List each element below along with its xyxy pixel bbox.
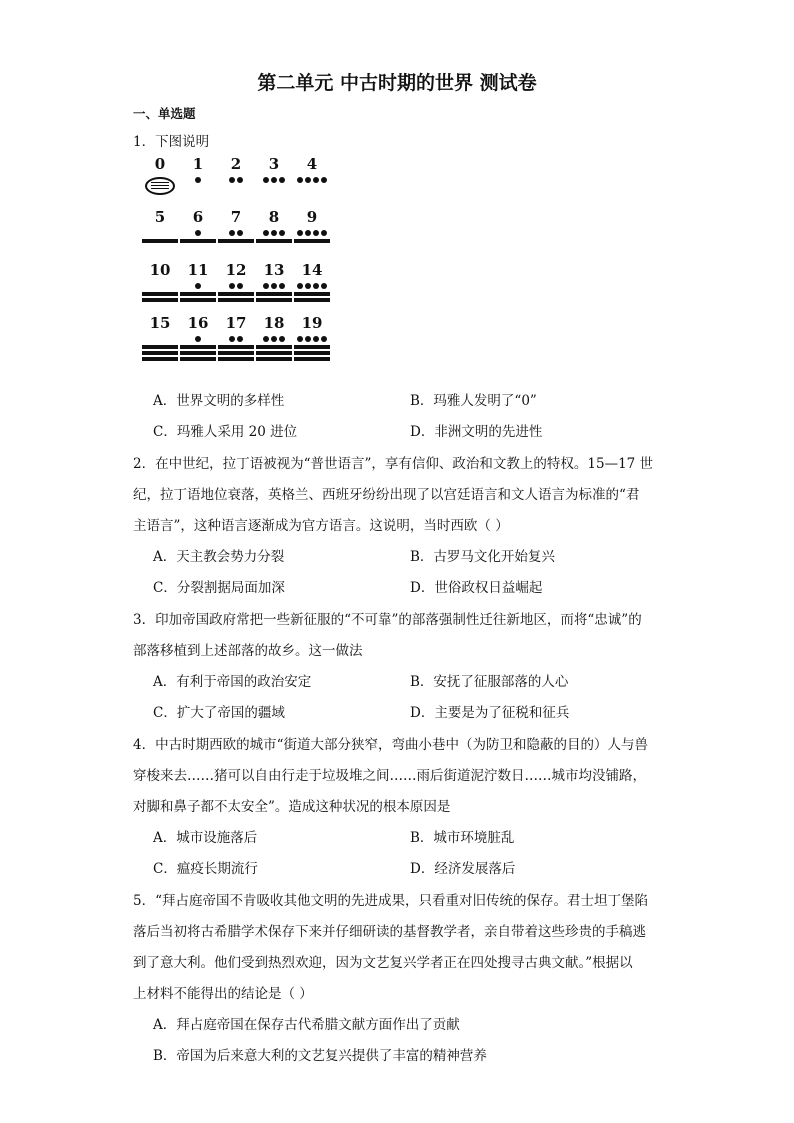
maya-numeral-19 bbox=[292, 314, 332, 364]
bar-icon bbox=[180, 357, 216, 361]
maya-numeral-label: 2 bbox=[230, 155, 242, 173]
dot-icon bbox=[321, 336, 327, 342]
maya-numeral-label: 14 bbox=[301, 261, 323, 279]
maya-numeral-5 bbox=[140, 208, 180, 258]
dots-row bbox=[216, 230, 256, 237]
dot-icon bbox=[263, 230, 269, 236]
dot-bar-glyph-icon bbox=[140, 283, 180, 311]
maya-numeral-label: 17 bbox=[225, 314, 247, 332]
q1-option-b: B．玛雅人发明了“0” bbox=[410, 393, 537, 409]
bar-icon bbox=[218, 298, 254, 302]
dot-icon bbox=[195, 336, 201, 342]
question-4-line-2: 穿梭来去……猪可以自由行走于垃圾堆之间……雨后街道泥泞数日……城市均没铺路， bbox=[133, 768, 646, 784]
dot-icon bbox=[305, 230, 311, 236]
maya-numeral-label: 6 bbox=[192, 208, 204, 226]
page-title: 第二单元 中古时期的世界 测试卷 bbox=[257, 72, 537, 94]
question-4-line-3: 对脚和鼻子都不太安全”。造成这种状况的根本原因是 bbox=[133, 799, 451, 815]
dots-row bbox=[254, 336, 294, 343]
dot-bar-glyph-icon bbox=[292, 336, 332, 364]
maya-numeral-label: 7 bbox=[230, 208, 242, 226]
q2-option-a: A．天主教会势力分裂 bbox=[153, 549, 285, 565]
bar-icon bbox=[256, 345, 292, 349]
dot-icon bbox=[321, 230, 327, 236]
dot-icon bbox=[279, 336, 285, 342]
q5-option-b: B．帝国为后来意大利的文艺复兴提供了丰富的精神营养 bbox=[153, 1048, 487, 1064]
question-2-line-1: 2．在中世纪，拉丁语被视为“普世语言”，享有信仰、政治和文教上的特权。15—17 世 bbox=[133, 456, 654, 472]
bar-icon bbox=[218, 345, 254, 349]
dots-row bbox=[178, 336, 218, 343]
dots-row bbox=[292, 336, 332, 343]
dot-bar-glyph-icon bbox=[292, 230, 332, 258]
maya-numeral-10 bbox=[140, 261, 180, 311]
dots-row bbox=[178, 177, 218, 184]
maya-numeral-17 bbox=[216, 314, 256, 364]
question-4-line-1: 4．中古时期西欧的城市“街道大部分狭窄，弯曲小巷中（为防卫和隐蔽的目的）人与兽 bbox=[133, 737, 648, 753]
bar-icon bbox=[218, 239, 254, 243]
bar-icon bbox=[256, 357, 292, 361]
dots-row bbox=[178, 283, 218, 290]
bar-icon bbox=[180, 351, 216, 355]
maya-numeral-label: 8 bbox=[268, 208, 280, 226]
bar-icon bbox=[294, 351, 330, 355]
maya-numeral-1 bbox=[178, 155, 218, 205]
maya-numeral-label: 10 bbox=[149, 261, 171, 279]
q4-option-b: B．城市环境脏乱 bbox=[410, 830, 515, 846]
maya-numeral-4 bbox=[292, 155, 332, 205]
bar-icon bbox=[142, 292, 178, 296]
q2-option-d: D．世俗政权日益崛起 bbox=[410, 580, 543, 596]
question-5-line-2: 落后当初将古希腊学术保存下来并仔细研读的基督教学者，亲自带着这些珍贵的手稿逃 bbox=[133, 924, 646, 940]
dot-icon bbox=[297, 177, 303, 183]
bar-icon bbox=[294, 292, 330, 296]
question-5-line-3: 到了意大利。他们受到热烈欢迎，因为文艺复兴学者正在四处搜寻古典文献。”根据以 bbox=[133, 955, 633, 971]
dot-bar-glyph-icon bbox=[254, 230, 294, 258]
dots-row bbox=[292, 230, 332, 237]
q1-option-d: D．非洲文明的先进性 bbox=[410, 424, 543, 440]
question-1-stem: 1．下图说明 bbox=[133, 134, 210, 150]
bar-icon bbox=[218, 351, 254, 355]
dot-icon bbox=[271, 177, 277, 183]
dot-bar-glyph-icon bbox=[178, 336, 218, 364]
dot-icon bbox=[263, 283, 269, 289]
dot-icon bbox=[195, 230, 201, 236]
maya-numeral-label: 15 bbox=[149, 314, 171, 332]
dots-row bbox=[216, 177, 256, 184]
dot-bar-glyph-icon bbox=[178, 283, 218, 311]
dots-row bbox=[216, 283, 256, 290]
maya-numeral-label: 9 bbox=[306, 208, 318, 226]
bar-icon bbox=[294, 239, 330, 243]
bar-icon bbox=[180, 298, 216, 302]
bar-icon bbox=[256, 298, 292, 302]
dot-bar-glyph-icon bbox=[216, 336, 256, 364]
q4-option-c: C．瘟疫长期流行 bbox=[153, 861, 258, 877]
maya-numeral-0 bbox=[140, 155, 180, 205]
dot-icon bbox=[297, 230, 303, 236]
dots-row bbox=[254, 230, 294, 237]
section-heading: 一、单选题 bbox=[133, 106, 196, 121]
question-5-line-1: 5．“拜占庭帝国不肯吸收其他文明的先进成果，只看重对旧传统的保存。君士坦丁堡陷 bbox=[133, 893, 648, 909]
dot-icon bbox=[229, 230, 235, 236]
dot-icon bbox=[263, 177, 269, 183]
bar-icon bbox=[142, 298, 178, 302]
dots-row bbox=[140, 336, 180, 343]
shell-icon bbox=[145, 177, 175, 195]
dot-icon bbox=[313, 230, 319, 236]
dot-icon bbox=[305, 177, 311, 183]
dot-icon bbox=[279, 283, 285, 289]
maya-numeral-label: 0 bbox=[154, 155, 166, 173]
bar-icon bbox=[294, 298, 330, 302]
dot-icon bbox=[229, 336, 235, 342]
dot-icon bbox=[271, 336, 277, 342]
dot-icon bbox=[237, 283, 243, 289]
maya-numeral-label: 16 bbox=[187, 314, 209, 332]
question-3-line-1: 3．印加帝国政府常把一些新征服的“不可靠”的部落强制性迁往新地区，而将“忠诚”的 bbox=[133, 612, 642, 628]
maya-numeral-6 bbox=[178, 208, 218, 258]
q4-option-d: D．经济发展落后 bbox=[410, 861, 516, 877]
dots-row bbox=[178, 230, 218, 237]
dot-bar-glyph-icon bbox=[178, 230, 218, 258]
dots-row bbox=[140, 230, 180, 237]
bar-icon bbox=[180, 345, 216, 349]
q4-option-a: A．城市设施落后 bbox=[153, 830, 258, 846]
bar-icon bbox=[218, 357, 254, 361]
bar-icon bbox=[180, 239, 216, 243]
dot-bar-glyph-icon bbox=[140, 230, 180, 258]
maya-numeral-15 bbox=[140, 314, 180, 364]
dot-icon bbox=[305, 336, 311, 342]
dot-icon bbox=[229, 177, 235, 183]
dot-icon bbox=[313, 177, 319, 183]
maya-numeral-9 bbox=[292, 208, 332, 258]
question-5-line-4: 上材料不能得出的结论是（ ） bbox=[133, 986, 313, 1002]
maya-numeral-label: 12 bbox=[225, 261, 247, 279]
maya-numeral-label: 18 bbox=[263, 314, 285, 332]
dot-icon bbox=[313, 283, 319, 289]
dot-icon bbox=[271, 230, 277, 236]
maya-numeral-8 bbox=[254, 208, 294, 258]
maya-numerals-figure bbox=[140, 155, 340, 365]
bar-icon bbox=[218, 292, 254, 296]
dot-bar-glyph-icon bbox=[216, 283, 256, 311]
q1-option-c: C．玛雅人采用 20 进位 bbox=[153, 424, 298, 440]
dot-icon bbox=[237, 177, 243, 183]
dot-icon bbox=[237, 230, 243, 236]
bar-icon bbox=[256, 351, 292, 355]
dots-row bbox=[254, 283, 294, 290]
dot-icon bbox=[237, 336, 243, 342]
q3-option-d: D．主要是为了征税和征兵 bbox=[410, 705, 570, 721]
q2-option-b: B．古罗马文化开始复兴 bbox=[410, 549, 555, 565]
dot-icon bbox=[195, 177, 201, 183]
dot-bar-glyph-icon bbox=[254, 177, 294, 205]
dot-bar-glyph-icon bbox=[140, 336, 180, 364]
maya-numeral-14 bbox=[292, 261, 332, 311]
bar-icon bbox=[294, 345, 330, 349]
dot-icon bbox=[271, 283, 277, 289]
maya-numeral-13 bbox=[254, 261, 294, 311]
maya-numeral-12 bbox=[216, 261, 256, 311]
dot-icon bbox=[297, 283, 303, 289]
dot-bar-glyph-icon bbox=[254, 283, 294, 311]
dot-icon bbox=[297, 336, 303, 342]
dots-row bbox=[292, 177, 332, 184]
bar-icon bbox=[142, 357, 178, 361]
dot-icon bbox=[279, 177, 285, 183]
dots-row bbox=[140, 283, 180, 290]
q3-option-c: C．扩大了帝国的疆域 bbox=[153, 705, 285, 721]
dot-bar-glyph-icon bbox=[216, 177, 256, 205]
q2-option-c: C．分裂割据局面加深 bbox=[153, 580, 285, 596]
dot-icon bbox=[279, 230, 285, 236]
maya-numeral-11 bbox=[178, 261, 218, 311]
dot-bar-glyph-icon bbox=[292, 283, 332, 311]
maya-numeral-16 bbox=[178, 314, 218, 364]
bar-icon bbox=[256, 292, 292, 296]
q1-option-a: A．世界文明的多样性 bbox=[153, 393, 285, 409]
dots-row bbox=[254, 177, 294, 184]
q3-option-b: B．安抚了征服部落的人心 bbox=[410, 674, 569, 690]
dot-icon bbox=[195, 283, 201, 289]
q5-option-a: A．拜占庭帝国在保存古代希腊文献方面作出了贡献 bbox=[153, 1017, 460, 1033]
dot-icon bbox=[321, 177, 327, 183]
bar-icon bbox=[256, 239, 292, 243]
dots-row bbox=[216, 336, 256, 343]
bar-icon bbox=[294, 357, 330, 361]
bar-icon bbox=[142, 345, 178, 349]
dot-bar-glyph-icon bbox=[216, 230, 256, 258]
maya-numeral-label: 11 bbox=[187, 261, 209, 279]
dot-icon bbox=[305, 283, 311, 289]
q3-option-a: A．有利于帝国的政治安定 bbox=[153, 674, 312, 690]
question-2-line-2: 纪，拉丁语地位衰落，英格兰、西班牙纷纷出现了以宫廷语言和文人语言为标准的“君 bbox=[133, 487, 640, 503]
dot-icon bbox=[321, 283, 327, 289]
maya-numeral-2 bbox=[216, 155, 256, 205]
bar-icon bbox=[142, 239, 178, 243]
bar-icon bbox=[142, 351, 178, 355]
question-2-line-3: 主语言”，这种语言逐渐成为官方语言。这说明，当时西欧（ ） bbox=[133, 518, 509, 534]
maya-numeral-label: 19 bbox=[301, 314, 323, 332]
maya-numeral-label: 13 bbox=[263, 261, 285, 279]
maya-numeral-label: 3 bbox=[268, 155, 280, 173]
maya-numeral-18 bbox=[254, 314, 294, 364]
dot-icon bbox=[263, 336, 269, 342]
maya-numeral-label: 5 bbox=[154, 208, 166, 226]
dot-icon bbox=[313, 336, 319, 342]
maya-numeral-3 bbox=[254, 155, 294, 205]
shell-glyph-icon bbox=[140, 177, 180, 205]
question-3-line-2: 部落移植到上述部落的故乡。这一做法 bbox=[133, 643, 363, 659]
dot-icon bbox=[229, 283, 235, 289]
dots-row bbox=[292, 283, 332, 290]
dot-bar-glyph-icon bbox=[178, 177, 218, 205]
maya-numeral-label: 1 bbox=[192, 155, 204, 173]
bar-icon bbox=[180, 292, 216, 296]
maya-numeral-7 bbox=[216, 208, 256, 258]
maya-numeral-label: 4 bbox=[306, 155, 318, 173]
dot-bar-glyph-icon bbox=[254, 336, 294, 364]
dot-bar-glyph-icon bbox=[292, 177, 332, 205]
